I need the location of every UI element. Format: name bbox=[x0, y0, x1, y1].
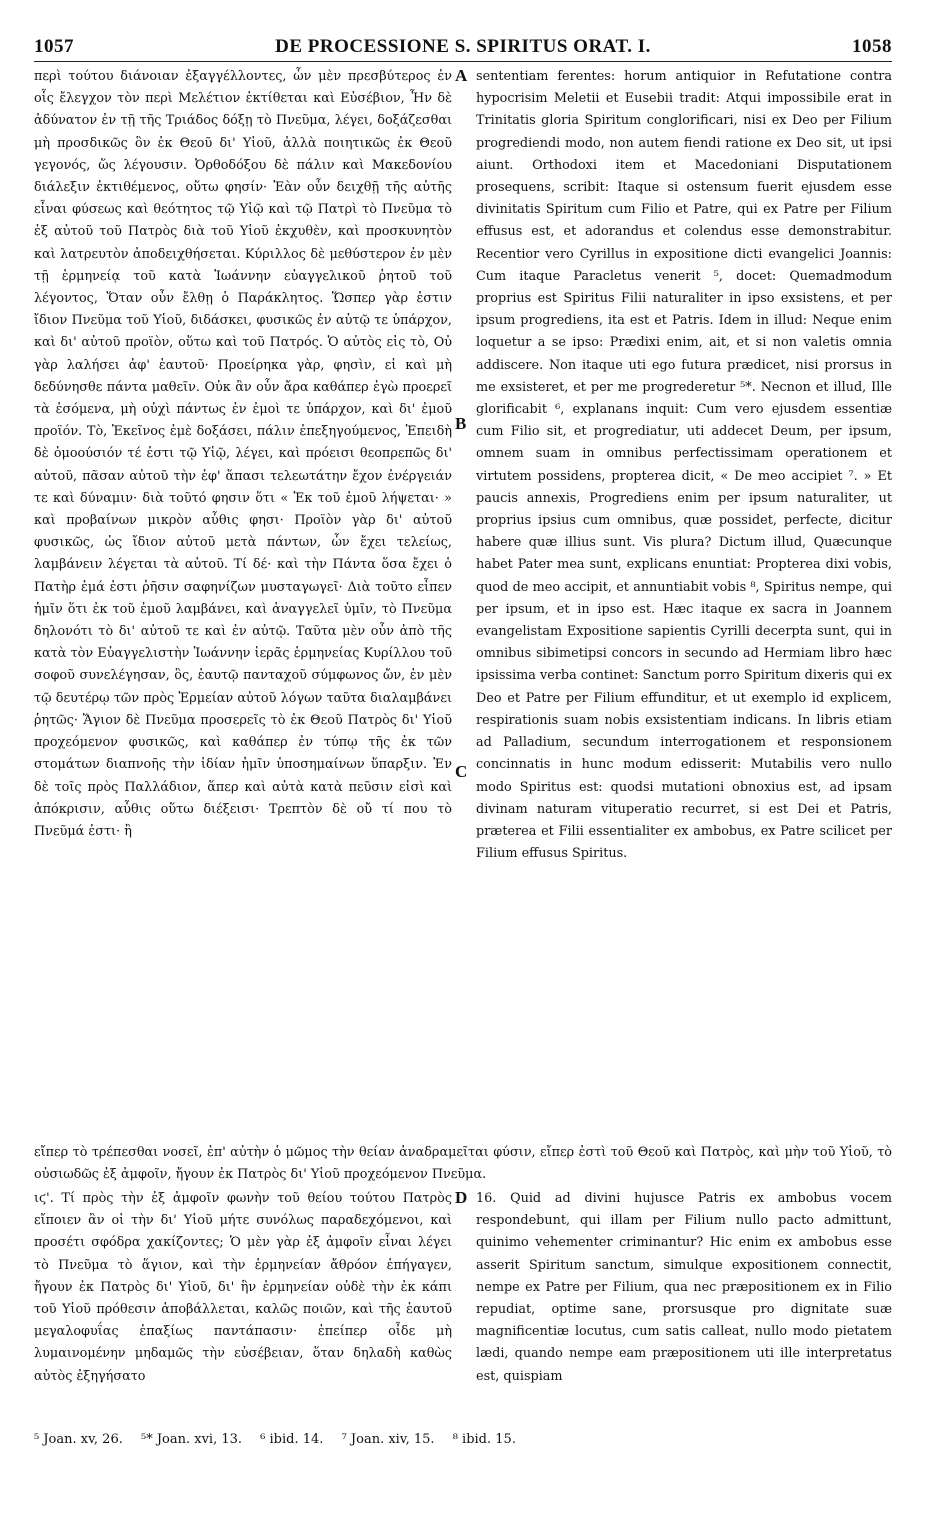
header-rule bbox=[34, 61, 892, 62]
footnote-1: ⁵ Joan. xv, 26. bbox=[34, 1432, 123, 1447]
latin-paragraph-1: sententiam ferentes: horum antiquior in Refutatione contra hypocrisim Meletii et Eusebii tradit: Atqui impossibile erat in Trinitatis gloria Spiritum conglorificari, nisi ex Deo per Filium progrediendi modo, non autem fiendi ratione ex Deo sit, ut ipsi aiunt. Orthodoxi item et Macedoniani Disputationem prosequens, scribit: Itaque si ostensum fuerit ejusdem esse divinitatis Spiritum cum Filio et Patre, qui ex Patre per Filium effusus est, et adorandus et colendus esse demonstrabitur. Recentior vero Cyrillus in expositione dicti evangelici Joannis: Cum itaque Paracletus venerit ⁵, docet: Quemadmodum proprius est Spiritus Filii naturaliter in ipso exsistens, et per ipsum progrediens, ita est et Patris. Idem in illud: Neque enim loquetur a se ipso: Prædixi enim, ait, et si non valetis omnia addiscere. Non itaque uti ego futura prædicet, nisi prorsus in me exsisteret, et per me progrederetur ⁵*. Necnon et illud, Ille glorificabit ⁶, explanans inquit: Cum vero ejusdem essentiæ cum Filio sit, et progrediatur, uti addecet Deum, per ipsum, omnem suam in omnibus perfectissimam operationem et virtutem possidens, propterea dicit, « De meo accipiet ⁷. » Et paucis annexis, Progrediens enim per ipsum naturaliter, ut proprius ipsius cum omnibus, quæ possidet, perfecte, dicitur habere quæ illius sunt. Vis plura? Dictum illud, Quæcunque habet Pater mea sunt, explicans enuntiat: Propterea dixi vobis, quod de meo accipit, et annuntiabit vobis ⁸, Spiritus nempe, qui per ipsum, et in ipso est. Hæc itaque ex sacra in Joannem evangelistam Expositione sapientis Cyrilli decerpta sunt, qui in omnibus sibimetipsi concors in secundo ad Hermiam libro hæc ipsissima verba continet: Sanctum porro Spiritum dixeris qui ex Deo et Patre per Filium effunditur, et ut exemplo id explicem, respirationis suam nobis exsistentiam indicans. In libris etiam ad Palladium, secundum interrogationem et responsionem concinnatis in hunc modum edisserit: Mutabilis vero nullo modo Spiritus est: quodsi mutationi obnoxius est, ad ipsam divinam naturam vituperatio recurret, si est Dei et Patris, præterea et Filii essentialiter ex ambobus, ex Patre scilicet per Filium effusus Spiritus. bbox=[476, 69, 892, 862]
latin-column-top bbox=[476, 66, 892, 865]
greek-paragraph-2: ιϛ'. Τί πρὸς τὴν ἐξ ἀμφοῖν φωνὴν τοῦ θείου τούτου Πατρὸς εἴποιεν ἂν οἱ τὴν δι' Υἱοῦ μήτε συνόλως παραδεχόμενοι, καὶ προσέτι σφόδρα χακίζοντες; Ὁ μὲν γὰρ ἐξ ἀμφοῖν εἶναι λέγει τὸ Πνεῦμα τὸ ἅγιον, καὶ τὴν ἑρμηνείαν ἄθρόον ἐπήγαγεν, ἤγουν ἐκ Πατρὸς δι' Υἱοῦ, δι' ἣν ἑρμηνείαν οὐδὲ τὴν ἐκ κάπι τοῦ Υἱοῦ πρόθεσιν ἀποβάλλεται, καλῶς ποιῶν, καὶ τῆς ἑαυτοῦ μεγαλοφυΐας ἐπαξίως παντάπασιν· ἐπείπερ οἶδε μὴ λυμαινομένην μηδαμῶς τὴν εὐσέβειαν, ὅταν δηλαδὴ καθὼς αὐτὸς ἐξηγήσατο bbox=[34, 1191, 452, 1384]
greek-paragraph-1: περὶ τούτου διάνοιαν ἐξαγγέλλοντες, ὧν μὲν πρεσβύτερος ἐν οἷς ἔλεγχον τὸν περὶ Μελέτιον ἐκτίθεται καὶ Εὐσέβιον, Ἦν δὲ ἀδύνατον ἐν τῇ τῆς Τριάδος δόξῃ τὸ Πνεῦμα, λέγει, δοξάζεσθαι μὴ προσδικῶς ὃν ἐκ Θεοῦ δι' Υἱοῦ, ἀλλὰ ποιητικῶς ἐκ Θεοῦ γεγονός, ὥς λέγουσιν. Ὀρθοδόξου δὲ πάλιν καὶ Μακεδονίου διάλεξιν ἐκτιθέμενος, οὕτω φησίν· Ἐὰν οὖν δειχθῇ τῆς αὐτῆς εἶναι φύσεως καὶ θεότητος τῷ Υἱῷ καὶ τῷ Πατρὶ τὸ Πνεῦμα τὸ ἐξ αὐτοῦ τοῦ Πατρὸς διὰ τοῦ Υἱοῦ ἐκχυθὲν, καὶ προσκυνητὸν καὶ λατρευτὸν ἀποδειχθήσεται. Κύριλλος δὲ μεθύστερον ἐν μὲν τῇ ἑρμηνείᾳ τοῦ κατὰ Ἰωάννην εὐαγγελικοῦ ῥητοῦ τοῦ λέγοντος, Ὅταν οὖν ἔλθῃ ὁ Παράκλητος. Ὥσπερ γὰρ ἐστιν ἴδιον Πνεῦμα τοῦ Υἱοῦ, διδάσκει, φυσικῶς ἐν αὐτῷ τε ὑπάρχον, καὶ δι' αὐτοῦ προϊὸν, οὕτω καὶ τοῦ Πατρός. Ὁ αὐτὸς εἰς τὸ, Οὐ γὰρ λαλήσει ἀφ' ἑαυτοῦ· Προείρηκα γὰρ, φησὶν, εἰ καὶ μὴ δεδύνησθε πάντα μαθεῖν. Οὐκ ἂν οὖν ἄρα καθάπερ ἐγὼ προερεῖ τὰ ἐσόμενα, μὴ οὐχὶ πάντως ἐν ἐμοὶ τε ὑπάρχον, καὶ δι' ἐμοῦ προϊόν. Τὸ, Ἐκεῖνος ἐμὲ δοξάσει, πάλιν ἐπεξηγούμενος, Ἐπειδὴ δὲ ὁμοούσιόν τέ ἐστι τῷ Υἱῷ, λέγει, καὶ πρόεισι θεοπρεπῶς δι' αὐτοῦ, πᾶσαν αὐτοῦ τὴν ἐφ' ἅπασι τελεωτάτην ἔχον ἐνέργειάν τε καὶ δύναμιν· διὰ τοῦτό φησιν ὅτι « Ἐκ τοῦ ἐμοῦ λήψεται· » καὶ προβαίνων μικρὸν αὖθις φησι· Προϊὸν γὰρ δι' αὐτοῦ φυσικῶς, ὡς ἴδιον αὐτοῦ μετὰ πάντων, ὧν ἔχει τελείως, λαμβάνειν λέγεται τὰ αὐτοῦ. Τί δέ· καὶ τὴν Πάντα ὅσα ἔχει ὁ Πατὴρ ἐμά ἐστι ῥῆσιν σαφηνίζων μυσταγωγεῖ· Διὰ τοῦτο εἶπεν ἡμῖν ὅτι ἐκ τοῦ ἐμοῦ λαμβάνει, καὶ ἀναγγελεῖ ὑμῖν, τὸ Πνεῦμα δηλονότι τὸ δι' αὐτοῦ τε καὶ ἐν αὐτῷ. Ταῦτα μὲν οὖν ἀπὸ τῆς κατὰ τὸν Εὐαγγελιστὴν Ἰωάννην ἱερᾶς ἑρμηνείας Κυρίλλου τοῦ σοφοῦ συνελέγησαν, ὃς, ἑαυτῷ πανταχοῦ σύμφωνος ὤν, ἐν μὲν τῷ δευτέρῳ τῶν πρὸς Ἑρμείαν αὐτοῦ λόγων ταῦτα διαλαμβάνει ῥητῶς· Ἅγιον δὲ Πνεῦμα προσερεῖς τὸ ἐκ Θεοῦ Πατρὸς δι' Υἱοῦ προχεόμενον φυσικῶς, καὶ καθάπερ ἐν τύπῳ τῆς ἐκ τῶν στομάτων διαπνοῆς τὴν ἰδίαν ἡμῖν ὑποσημαίνων ὕπαρξιν. Ἐν δὲ τοῖς πρὸς Παλλάδιον, ἅπερ καὶ αὐτὰ κατὰ πεῦσιν εἰσὶ καὶ ἀπόκρισιν, αὖθις οὕτω διέξεισι· Τρεπτὸν δὲ οὔ τί που τὸ Πνεῦμά ἐστι· ἢ bbox=[34, 69, 452, 839]
greek-column-top bbox=[34, 66, 452, 843]
greek-full-width-line: εἴπερ τὸ τρέπεσθαι νοσεῖ, ἐπ' αὐτὴν ὁ μῶμος τὴν θείαν ἀναδραμεῖται φύσιν, εἴπερ ἐστὶ τοῦ Θεοῦ καὶ Πατρὸς, καὶ μὴν τοῦ Υἱοῦ, τὸ οὐσιωδῶς ἐξ ἀμφοῖν, ἤγουν ἐκ Πατρὸς δι' Υἱοῦ προχεόμενον Πνεῦμα. bbox=[34, 1145, 892, 1183]
footnote-2: ⁵* Joan. xvi, 13. bbox=[140, 1432, 243, 1447]
section-marker-c: C bbox=[455, 762, 468, 781]
page-number-left: 1057 bbox=[34, 36, 74, 57]
footnote-3: ⁶ ibid. 14. bbox=[260, 1432, 324, 1447]
latin-paragraph-2: 16. Quid ad divini hujusce Patris ex ambobus vocem respondebunt, qui illam per Filium nullo pacto admittunt, quinimo vehementer criminantur? Hic enim ex ambobus esse asserit Spiritum sanctum, simulque expositionem connectit, nempe ex Patre per Filium, qua nec præpositionem ex in Filio repudiat, optime sane, prorsusque pro dignitate suæ magnificentiæ locutus, cum satis calleat, nullo modo pietatem lædi, quando nempe eam præpositionem uti ille interpretatus est, quispiam bbox=[476, 1191, 892, 1384]
running-title: DE PROCESSIONE S. SPIRITUS ORAT. I. bbox=[275, 36, 651, 57]
footnotes bbox=[34, 1432, 892, 1447]
section-marker-a: A bbox=[455, 66, 468, 85]
latin-column-bottom bbox=[476, 1188, 892, 1388]
section-marker-b: B bbox=[455, 414, 467, 433]
page-number-right: 1058 bbox=[852, 36, 892, 57]
page-header bbox=[34, 36, 892, 60]
footnote-4: ⁷ Joan. xiv, 15. bbox=[341, 1432, 435, 1447]
greek-column-bottom bbox=[34, 1188, 452, 1388]
section-marker-d: D bbox=[455, 1188, 468, 1207]
footnote-5: ⁸ ibid. 15. bbox=[452, 1432, 516, 1447]
